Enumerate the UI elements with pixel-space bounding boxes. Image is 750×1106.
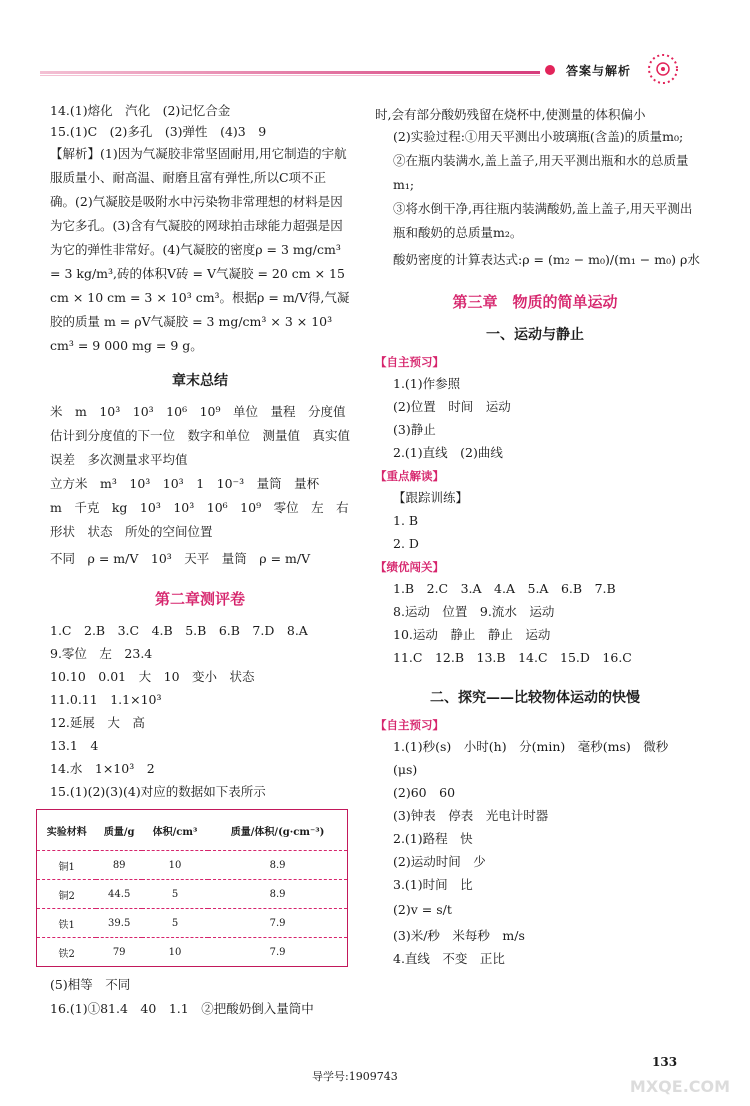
density-table	[36, 809, 348, 967]
summary-line-2: 估计到分度值的下一位 数字和单位 测量值 真实值	[50, 428, 351, 443]
summary-line-4: 立方米 m³ 10³ 10³ 1 10⁻³ 量筒 量杯	[50, 476, 320, 491]
test-line-5: 12.延展 大 高	[50, 715, 145, 730]
tag-excellence: 【绩优闯关】	[375, 560, 444, 574]
table-cell: 8.9	[208, 851, 347, 880]
answer-d4: 2.(1)路程 快	[393, 831, 473, 846]
table-row	[37, 880, 348, 909]
answer-d1b: (μs)	[393, 762, 418, 777]
watermark-logo	[620, 1058, 740, 1100]
answer-d5: (2)运动时间 少	[393, 854, 486, 869]
table-cell: 8.9	[208, 880, 347, 909]
table-cell: 89	[96, 851, 141, 880]
table-cell: 39.5	[96, 909, 141, 938]
answer-c2: 8.运动 位置 9.流水 运动	[393, 604, 555, 619]
answer-d7: (2)v = s/t	[393, 902, 452, 917]
table-cell: 铁2	[37, 938, 97, 967]
header-rule-thin	[40, 75, 540, 76]
flower-logo-icon	[644, 50, 682, 88]
answer-b1: 【跟踪训练】	[393, 490, 469, 505]
answer-d9: 4.直线 不变 正比	[393, 951, 505, 966]
summary-line-7: 不同 ρ = m/V 10³ 天平 量筒 ρ = m/V	[50, 551, 311, 566]
table-header: 质量/g	[96, 810, 141, 851]
test-line-1: 1.C 2.B 3.C 4.B 5.B 6.B 7.D 8.A	[50, 623, 308, 638]
summary-line-3: 误差 多次测量求平均值	[50, 452, 188, 467]
header-title: 答案与解析	[566, 64, 632, 78]
answer-b2: 1. B	[393, 513, 419, 528]
table-row	[37, 938, 348, 967]
table-header: 实验材料	[37, 810, 97, 851]
table-cell: 铜2	[37, 880, 97, 909]
table-cell: 铜1	[37, 851, 97, 880]
watermark-text: MXQE.COM	[629, 1077, 731, 1096]
answer-a4: 2.(1)直线 (2)曲线	[393, 445, 503, 460]
test-line-3: 10.10 0.01 大 10 变小 状态	[50, 669, 255, 684]
analysis-paragraph: 【解析】(1)因为气凝胶非常坚固耐用,用它制造的宇航服质量小、耐高温、耐磨且富有弹性,所以C项不正确。(2)气凝胶是吸附水中污染物非常理想的材料是因为它多孔。(3)含有气凝胶的网球拍击球能力超强是因为它的弹性非常好。(4)气凝胶的密度ρ = 3 mg/cm³ = 3 kg/m³,砖的体积V砖 = V气凝胶 = 20 cm × 15 cm × 10 cm = 3 × 10³ cm³。根据ρ = m/V得,气凝胶的质量 m = ρV气凝胶 = 3 mg/cm³ × 3 × 10³ cm³ = 9 000 mg = 9 g。	[50, 146, 350, 353]
procedure-step-1: (2)实验过程:①用天平测出小玻璃瓶(含盖)的质量m₀;	[393, 129, 684, 144]
table-cell: 7.9	[208, 909, 347, 938]
table-header: 体积/cm³	[142, 810, 208, 851]
answer-d6: 3.(1)时间 比	[393, 877, 473, 892]
density-formula: 酸奶密度的计算表达式:ρ = (m₂ − m₀)/(m₁ − m₀) ρ水	[393, 252, 700, 267]
summary-title: 章末总结	[172, 373, 228, 389]
chapter-test-title: 第二章测评卷	[154, 590, 245, 608]
answer-d2: (2)60 60	[393, 785, 456, 800]
summary-line-1: 米 m 10³ 10³ 10⁶ 10⁹ 单位 量程 分度值	[50, 404, 346, 419]
table-header: 质量/体积/(g·cm⁻³)	[208, 810, 347, 851]
left-column	[46, 100, 351, 1021]
test-line-8: 15.(1)(2)(3)(4)对应的数据如下表所示	[50, 784, 266, 799]
guide-number: 导学号:1909743	[312, 1070, 398, 1083]
answer-a3: (3)静止	[393, 422, 436, 437]
header-bullet-icon	[545, 65, 555, 75]
summary-line-6: 形状 状态 所处的空间位置	[50, 524, 213, 539]
answer-d3: (3)钟表 停表 光电计时器	[393, 808, 549, 823]
table-cell: 5	[142, 880, 208, 909]
section-1-title: 一、运动与静止	[486, 327, 584, 343]
procedure-step-2: ②在瓶内装满水,盖上盖子,用天平测出瓶和水的总质量m₁;	[393, 153, 689, 192]
answer-c3: 10.运动 静止 静止 运动	[393, 627, 551, 642]
tag-preview: 【自主预习】	[375, 355, 444, 369]
header-rule	[40, 71, 540, 74]
page-number: 133	[652, 1055, 678, 1069]
test-line-10: 16.(1)①81.4 40 1.1 ②把酸奶倒入量筒中	[50, 1001, 314, 1016]
answer-d1: 1.(1)秒(s) 小时(h) 分(min) 毫秒(ms) 微秒	[393, 739, 669, 754]
answer-14: 14.(1)熔化 汽化 (2)记忆合金	[50, 103, 231, 118]
section-2-title: 二、探究——比较物体运动的快慢	[430, 690, 640, 706]
answer-b3: 2. D	[393, 536, 419, 551]
tag-preview-2: 【自主预习】	[375, 718, 444, 732]
table-cell: 44.5	[96, 880, 141, 909]
continued-line: 时,会有部分酸奶残留在烧杯中,使测量的体积偏小	[375, 107, 646, 122]
answer-d8: (3)米/秒 米每秒 m/s	[393, 928, 525, 943]
answer-a1: 1.(1)作参照	[393, 376, 461, 391]
table-cell: 79	[96, 938, 141, 967]
answer-15: 15.(1)C (2)多孔 (3)弹性 (4)3 9	[50, 124, 267, 139]
table-row	[37, 851, 348, 880]
table-cell: 5	[142, 909, 208, 938]
answer-c4: 11.C 12.B 13.B 14.C 15.D 16.C	[393, 650, 632, 665]
right-column	[375, 104, 700, 970]
test-line-9: (5)相等 不同	[50, 977, 131, 992]
table-row	[37, 909, 348, 938]
table-header-row	[37, 810, 348, 851]
answer-a2: (2)位置 时间 运动	[393, 399, 511, 414]
test-line-7: 14.水 1×10³ 2	[50, 761, 155, 776]
test-line-6: 13.1 4	[50, 738, 99, 753]
table-cell: 铁1	[37, 909, 97, 938]
test-line-4: 11.0.11 1.1×10³	[50, 692, 162, 707]
table-cell: 10	[142, 938, 208, 967]
procedure-step-3: ③将水倒干净,再往瓶内装满酸奶,盖上盖子,用天平测出瓶和酸奶的总质量m₂。	[393, 201, 693, 240]
chapter-3-title: 第三章 物质的简单运动	[452, 293, 618, 311]
answer-c1: 1.B 2.C 3.A 4.A 5.A 6.B 7.B	[393, 581, 616, 596]
summary-line-5: m 千克 kg 10³ 10³ 10⁶ 10⁹ 零位 左 右	[50, 500, 349, 515]
tag-key-points: 【重点解读】	[375, 469, 444, 483]
table-cell: 10	[142, 851, 208, 880]
table-cell: 7.9	[208, 938, 347, 967]
test-line-2: 9.零位 左 23.4	[50, 646, 153, 661]
